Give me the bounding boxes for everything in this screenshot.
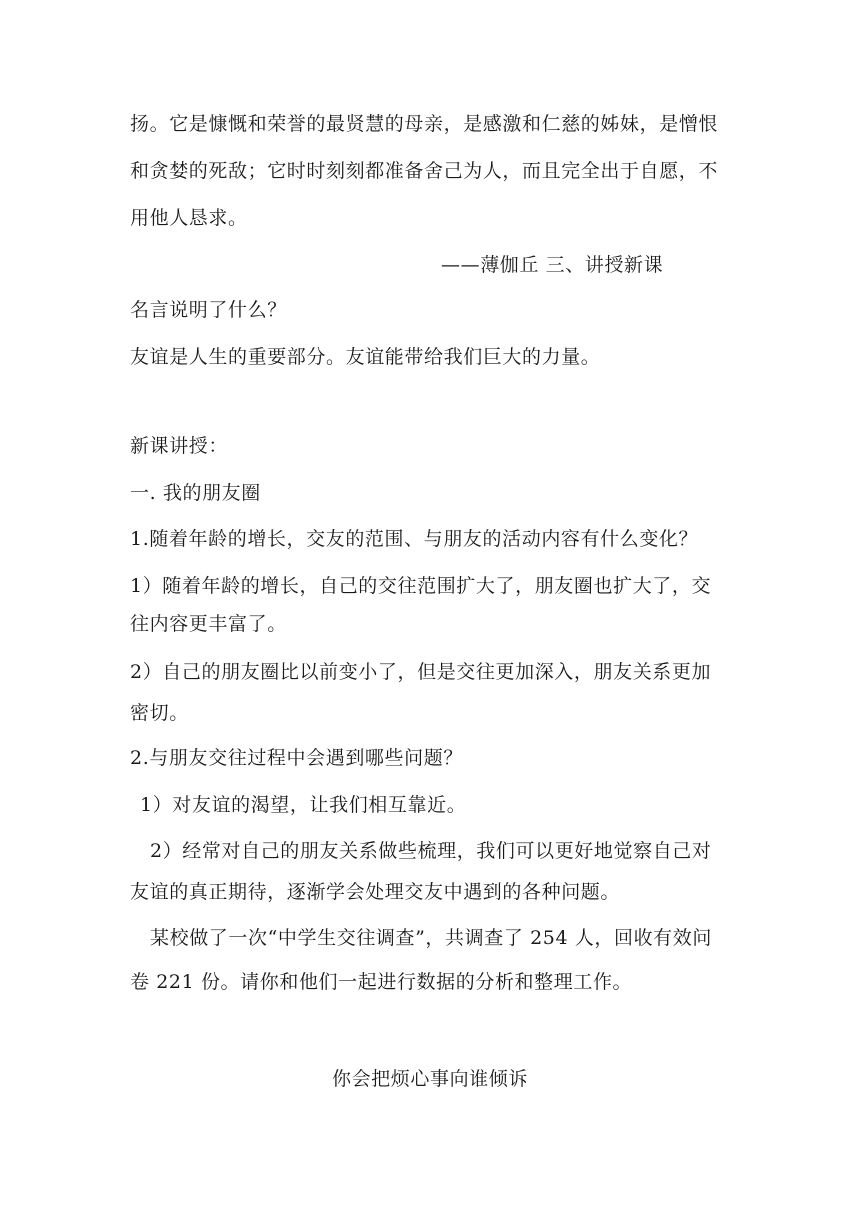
answer-2-line-2: 密切。 xyxy=(130,702,189,724)
quote-line-2: 和贪婪的死敌；它时时刻刻都准备舍己为人，而且完全出于自愿，不 xyxy=(130,160,719,182)
answer-1-line-2: 往内容更丰富了。 xyxy=(130,613,287,635)
quote-line-1: 扬。它是慷慨和荣誉的最贤慧的母亲，是感激和仁慈的姊妹，是憎恨 xyxy=(130,113,719,135)
answer-1-line-1: 1）随着年龄的增长，自己的交往范围扩大了，朋友圈也扩大了，交 xyxy=(130,575,712,597)
survey-line-1: 某校做了一次“中学生交往调查”，共调查了 254 人，回收有效问 xyxy=(150,927,712,949)
quote-attribution: ——薄伽丘 三、讲授新课 xyxy=(441,254,664,276)
answer-3: 1）对友谊的渴望，让我们相互靠近。 xyxy=(140,794,467,816)
answer-2-line-1: 2）自己的朋友圈比以前变小了，但是交往更加深入，朋友关系更加 xyxy=(130,661,712,683)
question-text: 名言说明了什么？ xyxy=(130,299,287,321)
answer-4-line-2: 友谊的真正期待，逐渐学会处理交友中遇到的各种问题。 xyxy=(130,881,621,903)
survey-line-2: 卷 221 份。请你和他们一起进行数据的分析和整理工作。 xyxy=(130,971,633,993)
answer-4-line-1: 2）经常对自己的朋友关系做些梳理，我们可以更好地觉察自己对 xyxy=(150,840,712,862)
section-heading: 新课讲授： xyxy=(130,435,229,457)
answer-text: 友谊是人生的重要部分。友谊能带给我们巨大的力量。 xyxy=(130,346,601,368)
question-1: 1.随着年龄的增长，交友的范围、与朋友的活动内容有什么变化？ xyxy=(130,528,699,550)
quote-line-3: 用他人恳求。 xyxy=(130,207,248,229)
chart-title: 你会把烦心事向谁倾诉 xyxy=(331,1068,528,1090)
question-2: 2.与朋友交往过程中会遇到哪些问题？ xyxy=(130,747,463,769)
subsection-heading: 一. 我的朋友圈 xyxy=(130,482,261,504)
